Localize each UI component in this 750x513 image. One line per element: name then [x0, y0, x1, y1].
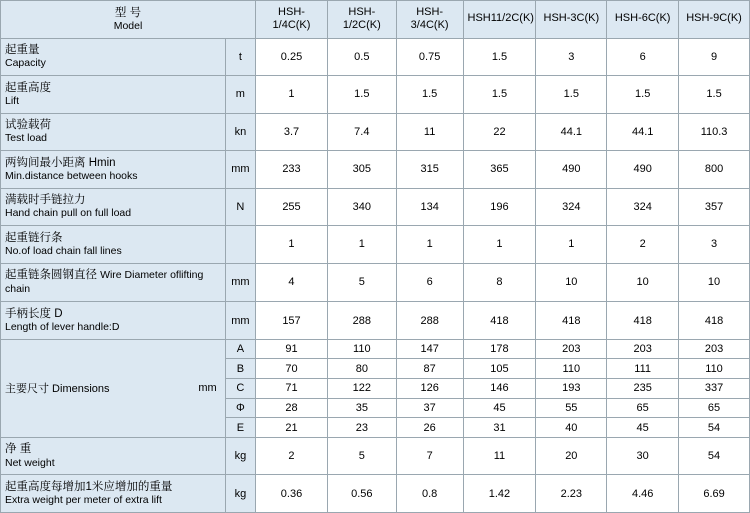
cell-value: 5 [327, 437, 396, 475]
row-label [1, 188, 226, 226]
cell-value: 105 [463, 359, 536, 379]
table-row [1, 263, 750, 302]
row-label [1, 302, 226, 340]
cell-value: 1.5 [679, 76, 750, 114]
row-label-en: Extra weight per meter of extra lift [5, 494, 162, 507]
dimension-symbol: Φ [225, 398, 255, 418]
cell-value: 1 [256, 226, 328, 264]
table-row [1, 302, 750, 340]
cell-value: 203 [607, 339, 679, 359]
cell-value: 337 [679, 379, 750, 399]
cell-value: 147 [396, 339, 463, 359]
row-label-en: Wire Diameter oflifting chain [5, 269, 204, 295]
cell-value: 44.1 [536, 113, 607, 151]
cell-value: 10 [607, 263, 679, 302]
row-label-en: Lift [5, 94, 20, 107]
cell-value: 233 [256, 151, 328, 189]
model-column-header: HSH-1/2C(K) [327, 1, 396, 39]
table-row [1, 339, 750, 359]
row-unit: mm [225, 151, 255, 189]
cell-value: 418 [536, 302, 607, 340]
model-header-cn: 型 号 [114, 6, 142, 19]
row-unit: kg [225, 437, 255, 475]
cell-value: 70 [256, 359, 328, 379]
cell-value: 55 [536, 398, 607, 418]
cell-value: 54 [679, 437, 750, 475]
cell-value: 1 [463, 226, 536, 264]
row-unit: kn [225, 113, 255, 151]
cell-value: 288 [396, 302, 463, 340]
cell-value: 340 [327, 188, 396, 226]
cell-value: 30 [607, 437, 679, 475]
cell-value: 1 [536, 226, 607, 264]
cell-value: 1 [327, 226, 396, 264]
cell-value: 203 [679, 339, 750, 359]
cell-value: 235 [607, 379, 679, 399]
cell-value: 196 [463, 188, 536, 226]
row-label [1, 76, 226, 114]
table-row [1, 38, 750, 76]
model-header-en: Model [113, 19, 143, 32]
cell-value: 418 [679, 302, 750, 340]
cell-value: 45 [463, 398, 536, 418]
cell-value: 7 [396, 437, 463, 475]
cell-value: 2.23 [536, 475, 607, 513]
row-label [1, 263, 226, 302]
row-label-cn: 试验载荷 [5, 119, 51, 132]
cell-value: 0.5 [327, 38, 396, 76]
cell-value: 111 [607, 359, 679, 379]
model-column-header: HSH-9C(K) [679, 1, 750, 39]
row-label-cn: 起重链行条 [5, 231, 63, 244]
cell-value: 193 [536, 379, 607, 399]
cell-value: 2 [256, 437, 328, 475]
cell-value: 65 [679, 398, 750, 418]
cell-value: 0.36 [256, 475, 328, 513]
cell-value: 22 [463, 113, 536, 151]
cell-value: 2 [607, 226, 679, 264]
cell-value: 6.69 [679, 475, 750, 513]
cell-value: 21 [256, 418, 328, 438]
row-unit: mm [225, 263, 255, 302]
cell-value: 110 [536, 359, 607, 379]
cell-value: 0.25 [256, 38, 328, 76]
cell-value: 490 [607, 151, 679, 189]
cell-value: 20 [536, 437, 607, 475]
cell-value: 87 [396, 359, 463, 379]
row-unit: kg [225, 475, 255, 513]
cell-value: 28 [256, 398, 328, 418]
cell-value: 1.5 [536, 76, 607, 114]
cell-value: 255 [256, 188, 328, 226]
row-unit: mm [225, 302, 255, 340]
row-label-cn: 起重量 [5, 44, 40, 57]
row-label-cn: 两钩间最小距离 Hmin [5, 156, 116, 169]
cell-value: 324 [536, 188, 607, 226]
cell-value: 4.46 [607, 475, 679, 513]
model-header-cell [1, 1, 256, 39]
cell-value: 5 [327, 263, 396, 302]
table-row [1, 188, 750, 226]
row-unit: t [225, 38, 255, 76]
row-label [1, 38, 226, 76]
cell-value: 203 [536, 339, 607, 359]
row-label [1, 226, 226, 264]
row-label-en: Min.distance between hooks [5, 169, 138, 182]
table-row [1, 113, 750, 151]
cell-value: 80 [327, 359, 396, 379]
cell-value: 1 [256, 76, 328, 114]
cell-value: 9 [679, 38, 750, 76]
row-label-en: Test load [5, 132, 48, 145]
dimension-symbol: A [225, 339, 255, 359]
cell-value: 126 [396, 379, 463, 399]
cell-value: 44.1 [607, 113, 679, 151]
model-column-header: HSH-1/4C(K) [256, 1, 328, 39]
cell-value: 0.75 [396, 38, 463, 76]
cell-value: 324 [607, 188, 679, 226]
dimensions-unit: mm [198, 382, 217, 395]
cell-value: 1.5 [607, 76, 679, 114]
cell-value: 6 [607, 38, 679, 76]
row-unit: m [225, 76, 255, 114]
row-unit [225, 226, 255, 264]
cell-value: 37 [396, 398, 463, 418]
row-label-cn: 起重高度每增加1米应增加的重量 [5, 480, 173, 493]
cell-value: 11 [396, 113, 463, 151]
cell-value: 157 [256, 302, 328, 340]
row-label [1, 151, 226, 189]
model-column-header: HSH-6C(K) [607, 1, 679, 39]
row-label-cn: 满载时手链拉力 [5, 194, 86, 207]
row-unit: N [225, 188, 255, 226]
dimension-symbol: C [225, 379, 255, 399]
row-label-en: No.of load chain fall lines [5, 244, 122, 257]
cell-value: 31 [463, 418, 536, 438]
cell-value: 357 [679, 188, 750, 226]
cell-value: 4 [256, 263, 328, 302]
model-column-header: HSH11/2C(K) [463, 1, 536, 39]
row-label [1, 437, 226, 475]
row-label-cn: 手柄长度 D [5, 307, 63, 320]
row-label-en: Hand chain pull on full load [5, 207, 132, 220]
cell-value: 3 [536, 38, 607, 76]
row-label-cn: 起重高度 [5, 81, 51, 94]
cell-value: 54 [679, 418, 750, 438]
cell-value: 418 [463, 302, 536, 340]
cell-value: 288 [327, 302, 396, 340]
row-label-cn: 起重链条圆钢直径 [5, 269, 97, 282]
cell-value: 3 [679, 226, 750, 264]
cell-value: 45 [607, 418, 679, 438]
row-label-cn: 净 重 [5, 443, 32, 456]
cell-value: 26 [396, 418, 463, 438]
cell-value: 365 [463, 151, 536, 189]
dimension-symbol: B [225, 359, 255, 379]
row-label [1, 113, 226, 151]
cell-value: 122 [327, 379, 396, 399]
cell-value: 0.56 [327, 475, 396, 513]
table-row [1, 437, 750, 475]
cell-value: 0.8 [396, 475, 463, 513]
dimensions-label [1, 339, 226, 437]
row-label-en: Capacity [5, 57, 46, 70]
row-label-en: Length of lever handle:D [5, 321, 120, 334]
table-row [1, 151, 750, 189]
cell-value: 1.42 [463, 475, 536, 513]
cell-value: 305 [327, 151, 396, 189]
cell-value: 1.5 [396, 76, 463, 114]
model-column-header: HSH-3C(K) [536, 1, 607, 39]
cell-value: 7.4 [327, 113, 396, 151]
model-column-header: HSH-3/4C(K) [396, 1, 463, 39]
cell-value: 146 [463, 379, 536, 399]
cell-value: 71 [256, 379, 328, 399]
cell-value: 3.7 [256, 113, 328, 151]
cell-value: 1 [396, 226, 463, 264]
cell-value: 91 [256, 339, 328, 359]
cell-value: 10 [679, 263, 750, 302]
cell-value: 8 [463, 263, 536, 302]
cell-value: 490 [536, 151, 607, 189]
cell-value: 1.5 [327, 76, 396, 114]
table-row [1, 226, 750, 264]
table-row [1, 475, 750, 513]
cell-value: 134 [396, 188, 463, 226]
cell-value: 11 [463, 437, 536, 475]
cell-value: 23 [327, 418, 396, 438]
cell-value: 6 [396, 263, 463, 302]
cell-value: 1.5 [463, 76, 536, 114]
cell-value: 65 [607, 398, 679, 418]
cell-value: 315 [396, 151, 463, 189]
row-label [1, 475, 226, 513]
cell-value: 178 [463, 339, 536, 359]
cell-value: 418 [607, 302, 679, 340]
cell-value: 110 [327, 339, 396, 359]
dimensions-label-text: 主要尺寸 Dimensions [5, 383, 110, 396]
cell-value: 110.3 [679, 113, 750, 151]
row-label-en: Net weight [5, 456, 55, 469]
dimension-symbol: E [225, 418, 255, 438]
table-header-row [1, 1, 750, 39]
cell-value: 800 [679, 151, 750, 189]
cell-value: 40 [536, 418, 607, 438]
cell-value: 35 [327, 398, 396, 418]
cell-value: 10 [536, 263, 607, 302]
table-row [1, 76, 750, 114]
cell-value: 1.5 [463, 38, 536, 76]
cell-value: 110 [679, 359, 750, 379]
